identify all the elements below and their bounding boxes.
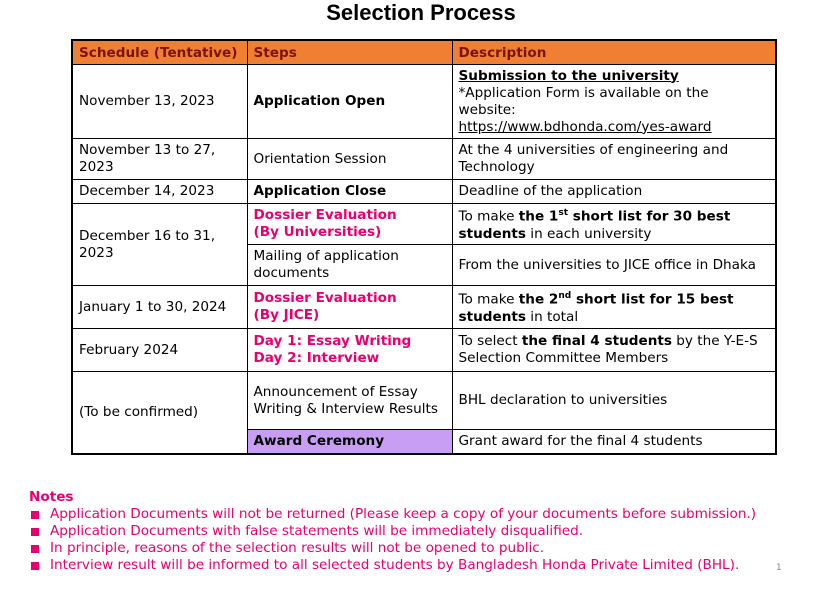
note-text: In principle, reasons of the selection results will not be opened to public. [50, 540, 545, 556]
notes-heading: Notes [29, 489, 74, 505]
step-text: Day 1: Essay Writing [253, 333, 412, 349]
table-row [72, 65, 776, 139]
column-header-schedule: Schedule (Tentative) [72, 40, 247, 65]
schedule-cell: November 13 to 27, 2023 [72, 139, 247, 180]
step-cell: Application Open [247, 65, 452, 139]
table-row [72, 286, 776, 329]
ordinal-suffix: st [558, 208, 569, 219]
step-cell: Announcement of Essay Writing & Interview Results [247, 372, 452, 430]
table-row [72, 372, 776, 430]
schedule-cell: December 14, 2023 [72, 180, 247, 204]
description-bold: short list for 15 best students [458, 291, 734, 325]
schedule-cell: January 1 to 30, 2024 [72, 286, 247, 329]
page-number: 1 [776, 563, 782, 573]
square-bullet-icon [31, 562, 39, 570]
description-cell: Deadline of the application [452, 180, 776, 204]
step-text: (By Universities) [253, 224, 382, 240]
page-title: Selection Process [326, 0, 516, 25]
notes-section [29, 489, 756, 574]
step-text: Day 2: Interview [253, 350, 380, 366]
step-cell [247, 204, 452, 245]
description-cell: Grant award for the final 4 students [452, 430, 776, 454]
description-cell [452, 204, 776, 245]
description-cell: From the universities to JICE office in Dhaka [452, 245, 776, 286]
note-item [29, 523, 756, 540]
description-text: *Application Form is available on the website: [458, 84, 709, 118]
table-row [72, 139, 776, 180]
description-title: Submission to the university [458, 67, 679, 84]
step-cell [247, 329, 452, 372]
description-bold: short list for 30 best students [458, 208, 731, 242]
note-text: Interview result will be informed to all selected students by Bangladesh Honda Private Limited (BHL). [50, 557, 740, 573]
column-header-description: Description [452, 40, 776, 65]
step-text: (By JICE) [253, 307, 320, 323]
table-row [72, 329, 776, 372]
schedule-cell: December 16 to 31, 2023 [72, 204, 247, 286]
schedule-cell: February 2024 [72, 329, 247, 372]
award-ceremony-cell: Award Ceremony [247, 430, 452, 454]
step-cell: Application Close [247, 180, 452, 204]
ordinal-suffix: nd [558, 291, 572, 302]
description-text: To make [458, 208, 519, 225]
square-bullet-icon [31, 545, 39, 553]
note-item [29, 557, 756, 574]
table-row [72, 204, 776, 245]
description-text: in each university [525, 225, 652, 242]
note-text: Application Documents with false statements will be immediately disqualified. [50, 523, 584, 539]
schedule-cell: (To be confirmed) [72, 372, 247, 454]
description-text: in total [525, 308, 579, 325]
description-cell [452, 65, 776, 139]
description-bold: the final 4 students [521, 333, 672, 349]
schedule-table [71, 39, 777, 455]
square-bullet-icon [31, 528, 39, 536]
step-text: Dossier Evaluation [253, 290, 397, 306]
step-text: Dossier Evaluation [253, 207, 397, 223]
description-cell: BHL declaration to universities [452, 372, 776, 430]
description-text: by the Y-E-S Selection Committee Members [458, 333, 758, 366]
square-bullet-icon [31, 511, 39, 519]
website-link[interactable]: https://www.bdhonda.com/yes-award [458, 118, 712, 135]
step-cell: Orientation Session [247, 139, 452, 180]
description-cell [452, 329, 776, 372]
description-cell: At the 4 universities of engineering and Technology [452, 139, 776, 180]
note-item [29, 540, 756, 557]
table-header-row [72, 40, 776, 65]
table-row [72, 180, 776, 204]
step-cell: Mailing of application documents [247, 245, 452, 286]
description-bold: the 2 [518, 291, 559, 308]
description-bold: the 1 [518, 208, 559, 225]
note-item [29, 506, 756, 523]
step-cell [247, 286, 452, 329]
description-text: To make [458, 291, 519, 308]
description-cell [452, 286, 776, 329]
description-text: To select [458, 333, 522, 349]
note-text: Application Documents will not be returned (Please keep a copy of your documents before submission.) [50, 506, 757, 522]
schedule-cell: November 13, 2023 [72, 65, 247, 139]
column-header-steps: Steps [247, 40, 452, 65]
